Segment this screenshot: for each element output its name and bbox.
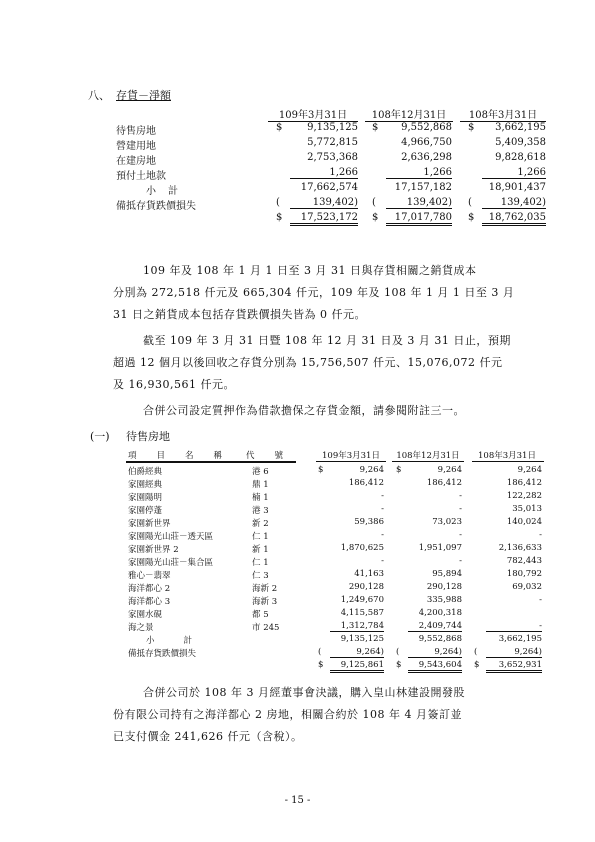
amount-cell: 186,412 bbox=[348, 478, 384, 488]
text-line: 已支付價金 241,626 仟元（含稅）。 bbox=[113, 730, 303, 743]
row-label: 營建用地 bbox=[116, 141, 156, 152]
text-line: 分別為 272,518 仟元及 665,304 仟元，109 年及 108 年 1 月 1 日至 3 月 bbox=[113, 286, 515, 299]
currency-sign: ( bbox=[276, 197, 280, 208]
currency-sign: $ bbox=[396, 465, 402, 475]
row-name: 家園陽明 bbox=[128, 493, 163, 503]
row-code: 新 1 bbox=[252, 545, 269, 555]
amount-cell: 9,264) bbox=[486, 647, 542, 658]
row-name: 備抵存貨跌價損失 bbox=[128, 649, 197, 659]
amount-cell: 9,135,125 bbox=[340, 634, 384, 644]
col-header: 項 目 名 稱 bbox=[128, 451, 224, 461]
amount-cell: 180,792 bbox=[506, 569, 542, 579]
text-line: 109 年及 108 年 1 月 1 日至 3 月 31 日與存貨相關之銷貨成本 bbox=[143, 264, 477, 277]
amount-cell: 9,552,868 bbox=[401, 122, 452, 133]
amount-cell: 5,409,358 bbox=[495, 137, 546, 148]
currency-sign: ( bbox=[318, 647, 322, 657]
amount-cell: - bbox=[381, 504, 384, 514]
amount-cell: - bbox=[539, 530, 542, 540]
row-name: 家園經典 bbox=[128, 480, 163, 490]
amount-cell: 9,264) bbox=[330, 647, 384, 658]
amount-cell: 3,652,931 bbox=[486, 660, 542, 673]
amount-cell: 9,264) bbox=[408, 647, 462, 658]
amount-cell: 73,023 bbox=[432, 517, 462, 527]
text-line: 31 日之銷貨成本包括存貨跌價損失皆為 0 仟元。 bbox=[113, 308, 366, 321]
amount-cell: - bbox=[381, 491, 384, 501]
text-line: 超過 12 個月以後回收之存貨分別為 15,756,507 仟元、15,076,072 仟元 bbox=[113, 356, 503, 369]
currency-sign: $ bbox=[318, 465, 324, 475]
row-code: 市 245 bbox=[252, 623, 280, 633]
row-code: 都 5 bbox=[252, 610, 269, 620]
col-header: 108年3月31日 bbox=[478, 451, 536, 461]
row-code: 楠 1 bbox=[252, 493, 269, 503]
amount-cell: - bbox=[486, 621, 542, 632]
currency-sign: $ bbox=[474, 660, 480, 670]
col-header: 108年3月31日 bbox=[460, 106, 546, 122]
amount-cell: 782,443 bbox=[506, 556, 542, 566]
paragraph-pledged bbox=[113, 400, 533, 422]
amount-cell: 9,543,604 bbox=[408, 660, 462, 673]
row-code: 海新 3 bbox=[252, 597, 278, 607]
row-code: 新 2 bbox=[252, 519, 269, 529]
row-name: 小 計 bbox=[146, 636, 197, 646]
amount-cell: - bbox=[539, 595, 542, 605]
paragraph-cost-of-sales bbox=[113, 260, 533, 326]
paragraph-acquisition bbox=[113, 682, 533, 748]
amount-cell: 2,136,633 bbox=[498, 543, 542, 553]
row-name: 家園水硯 bbox=[128, 610, 163, 620]
amount-cell: 1,266 bbox=[482, 167, 546, 179]
section-prefix: 八、 bbox=[88, 89, 110, 102]
row-code: 仁 1 bbox=[252, 558, 269, 568]
amount-cell: 17,523,172 bbox=[290, 212, 358, 226]
col-header: 109年3月31日 bbox=[268, 106, 358, 122]
amount-cell: 139,402) bbox=[290, 197, 358, 209]
row-name: 家園新世界 bbox=[128, 519, 171, 529]
row-name: 家園停蓬 bbox=[128, 506, 163, 516]
amount-cell: 2,409,744 bbox=[408, 621, 462, 632]
amount-cell: 4,200,318 bbox=[418, 608, 462, 618]
currency-sign: $ bbox=[396, 660, 402, 670]
page-number: - 15 - bbox=[284, 795, 311, 806]
amount-cell: 4,115,587 bbox=[340, 608, 384, 618]
amount-cell: 9,264 bbox=[437, 465, 462, 475]
amount-cell: 2,753,368 bbox=[307, 152, 358, 163]
header-rule bbox=[472, 461, 544, 462]
row-code: 鼎 1 bbox=[252, 480, 269, 490]
row-code: 仁 3 bbox=[252, 571, 269, 581]
amount-cell: 18,762,035 bbox=[482, 212, 546, 226]
row-code: 海新 2 bbox=[252, 584, 278, 594]
amount-cell: 140,024 bbox=[506, 517, 542, 527]
currency-sign: $ bbox=[372, 122, 379, 133]
subsection-prefix: (一) bbox=[90, 430, 110, 443]
row-code: 仁 1 bbox=[252, 532, 269, 542]
amount-cell: 95,894 bbox=[432, 569, 462, 579]
row-name: 海洋都心 3 bbox=[128, 597, 171, 607]
amount-cell: 17,157,182 bbox=[394, 182, 452, 193]
amount-cell: 35,013 bbox=[512, 504, 542, 514]
row-name: 伯爵經典 bbox=[128, 467, 163, 477]
row-name: 雅心－翡翠 bbox=[128, 571, 171, 581]
text-line: 截至 109 年 3 月 31 日暨 108 年 12 月 31 日及 3 月 31 日止，預期 bbox=[143, 334, 511, 347]
amount-cell: 18,901,437 bbox=[488, 182, 546, 193]
currency-sign: $ bbox=[468, 122, 475, 133]
amount-cell: - bbox=[381, 530, 384, 540]
amount-cell: 290,128 bbox=[348, 582, 384, 592]
paragraph-long-term-inventory bbox=[113, 330, 533, 396]
amount-cell: 9,828,618 bbox=[495, 152, 546, 163]
amount-cell: 3,662,195 bbox=[495, 122, 546, 133]
header-rule bbox=[316, 461, 386, 462]
amount-cell: 335,988 bbox=[426, 595, 462, 605]
amount-cell: - bbox=[459, 530, 462, 540]
col-header: 代 號 bbox=[246, 451, 285, 461]
currency-sign: $ bbox=[372, 212, 379, 223]
amount-cell: - bbox=[459, 556, 462, 566]
currency-sign: ( bbox=[474, 647, 478, 657]
amount-cell: 9,264 bbox=[359, 465, 384, 475]
row-label: 預付土地款 bbox=[116, 171, 166, 182]
row-code: 港 3 bbox=[252, 506, 269, 516]
currency-sign: ( bbox=[468, 197, 472, 208]
row-name: 海之景 bbox=[128, 623, 154, 633]
amount-cell: 59,386 bbox=[354, 517, 384, 527]
amount-cell: 186,412 bbox=[426, 478, 462, 488]
row-name: 家園陽光山莊－集合區 bbox=[128, 558, 214, 568]
amount-cell: 139,402) bbox=[386, 197, 452, 209]
amount-cell: 9,125,861 bbox=[330, 660, 384, 673]
amount-cell: 3,662,195 bbox=[498, 634, 542, 644]
col-header: 108年12月31日 bbox=[365, 106, 453, 122]
row-name: 家園新世界 2 bbox=[128, 545, 179, 555]
amount-cell: 1,870,625 bbox=[340, 543, 384, 553]
amount-cell: - bbox=[459, 491, 462, 501]
row-label: 小計 bbox=[146, 186, 190, 197]
amount-cell: 1,951,097 bbox=[418, 543, 462, 553]
currency-sign: $ bbox=[276, 122, 283, 133]
text-line: 及 16,930,561 仟元。 bbox=[113, 378, 235, 391]
amount-cell: 9,135,125 bbox=[307, 122, 358, 133]
text-line: 合併公司設定質押作為借款擔保之存貨金額，請參閱附註三一。 bbox=[143, 404, 465, 417]
row-name: 海洋都心 2 bbox=[128, 584, 171, 594]
row-label: 備抵存貨跌價損失 bbox=[116, 201, 196, 212]
amount-cell: 1,266 bbox=[290, 167, 358, 179]
currency-sign: $ bbox=[276, 212, 283, 223]
amount-cell: 41,163 bbox=[354, 569, 384, 579]
amount-cell: 69,032 bbox=[512, 582, 542, 592]
amount-cell: - bbox=[381, 556, 384, 566]
row-label: 在建房地 bbox=[116, 156, 156, 167]
amount-cell: 1,266 bbox=[386, 167, 452, 179]
amount-cell: 9,552,868 bbox=[418, 634, 462, 644]
amount-cell: - bbox=[459, 504, 462, 514]
header-rule bbox=[126, 461, 296, 463]
amount-cell: 1,312,784 bbox=[330, 621, 384, 632]
row-code: 港 6 bbox=[252, 467, 269, 477]
amount-cell: 290,128 bbox=[426, 582, 462, 592]
amount-cell: 122,282 bbox=[506, 491, 542, 501]
section-title: 存貨－淨額 bbox=[116, 89, 171, 102]
currency-sign: $ bbox=[468, 212, 475, 223]
col-header: 108年12月31日 bbox=[396, 451, 460, 461]
col-header: 109年3月31日 bbox=[322, 451, 380, 461]
amount-cell: 4,966,750 bbox=[401, 137, 452, 148]
amount-cell: 186,412 bbox=[506, 478, 542, 488]
header-rule bbox=[392, 461, 464, 462]
row-name: 家園陽光山莊－透天區 bbox=[128, 532, 214, 542]
amount-cell: 2,636,298 bbox=[401, 152, 452, 163]
amount-cell: 5,772,815 bbox=[307, 137, 358, 148]
amount-cell: 139,402) bbox=[482, 197, 546, 209]
amount-cell: 17,017,780 bbox=[386, 212, 452, 226]
amount-cell: 9,264 bbox=[517, 465, 542, 475]
subsection-title: 待售房地 bbox=[126, 430, 170, 443]
row-label: 待售房地 bbox=[116, 126, 156, 137]
text-line: 份有限公司持有之海洋都心 2 房地，相關合約於 108 年 4 月簽訂並 bbox=[113, 708, 462, 721]
currency-sign: $ bbox=[318, 660, 324, 670]
currency-sign: ( bbox=[396, 647, 400, 657]
text-line: 合併公司於 108 年 3 月經董事會決議，購入皇山林建設開發股 bbox=[143, 686, 465, 699]
amount-cell: 1,249,670 bbox=[340, 595, 384, 605]
currency-sign: ( bbox=[372, 197, 376, 208]
amount-cell: 17,662,574 bbox=[300, 182, 358, 193]
